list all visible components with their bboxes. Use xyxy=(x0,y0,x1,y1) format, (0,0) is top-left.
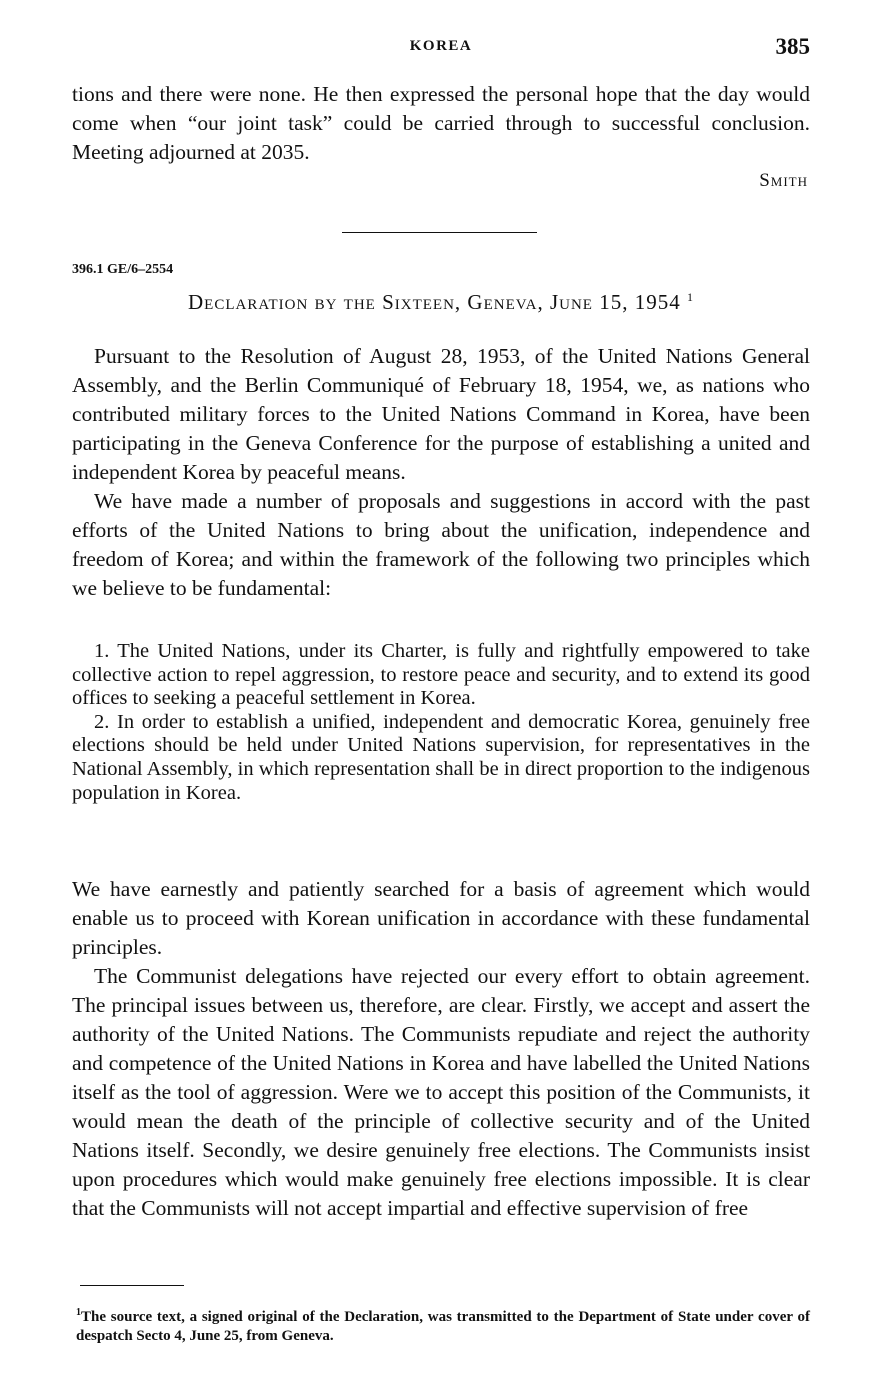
signature: Smith xyxy=(759,170,808,191)
principle-item: 1. The United Nations, under its Charter, is fully and rightfully empowered to take collective action to repel aggression, to restore peace and security, and to extend its good offices to seeking a peaceful settlement in Korea. xyxy=(72,640,810,710)
document-title-text: Declaration by the Sixteen, Geneva, June 15, 1954 xyxy=(188,290,681,314)
paragraph: We have earnestly and patiently searched for a basis of agreement which would enable us to proceed with Korean unification in accordance with these fundamental principles. xyxy=(72,877,810,959)
footnote xyxy=(76,1303,810,1346)
paragraph: The Communist delegations have rejected our every effort to obtain agreement. The principal issues between us, therefore, are clear. Firstly, we accept and assert the authority of the United Nations. The Communists repudiate and reject the authority and competence of the United Nations in Korea and have labelled the United Nations itself as the tool of aggression. Were we to accept this position of the Communists, it would mean the death of the principle of collective security and of the United Nations itself. Secondly, we desire genuinely free elections. The Communists insist upon procedures which would make genuinely free elections impossible. It is clear that the Communists will not accept impartial and effective supervision of free xyxy=(72,964,810,1220)
declaration-body-intro xyxy=(72,342,810,603)
paragraph: Pursuant to the Resolution of August 28, 1953, of the United Nations General Assembly, and the Berlin Communiqué of February 18, 1954, we, as nations who contributed military forces to the United Nations Command in Korea, have been participating in the Geneva Conference for the purpose of establishing a united and independent Korea by peaceful means. xyxy=(72,344,810,484)
principle-item: 2. In order to establish a unified, independent and democratic Korea, genuinely free elections should be held under United Nations supervision, for representatives in the National Assembly, in which representation shall be in direct proportion to the indigenous population in Korea. xyxy=(72,710,810,804)
continuation-paragraph: tions and there were none. He then expressed the personal hope that the day would come when “our joint task” could be carried through to successful conclusion. Meeting adjourned at 2035. xyxy=(72,82,810,164)
footnote-number: 1 xyxy=(76,1307,81,1318)
running-title: KOREA xyxy=(409,38,473,54)
page-number: 385 xyxy=(775,34,810,59)
footnote-divider xyxy=(80,1285,184,1286)
principles-list xyxy=(72,640,810,805)
footnote-text: The source text, a signed original of the Declaration, was transmitted to the Department of State under cover of despatch Secto 4, June 25, from Geneva. xyxy=(76,1309,810,1344)
footnote-marker: 1 xyxy=(686,290,694,304)
declaration-body-continued xyxy=(72,875,810,1223)
section-divider xyxy=(342,232,537,233)
running-head xyxy=(72,34,810,64)
file-reference: 396.1 GE/6–2554 xyxy=(72,262,174,277)
paragraph: We have made a number of proposals and suggestions in accord with the past efforts of the United Nations to bring about the unification, independence and freedom of Korea; and within the framework of the following two principles which we believe to be fundamental: xyxy=(72,489,810,600)
document-title xyxy=(72,290,810,315)
